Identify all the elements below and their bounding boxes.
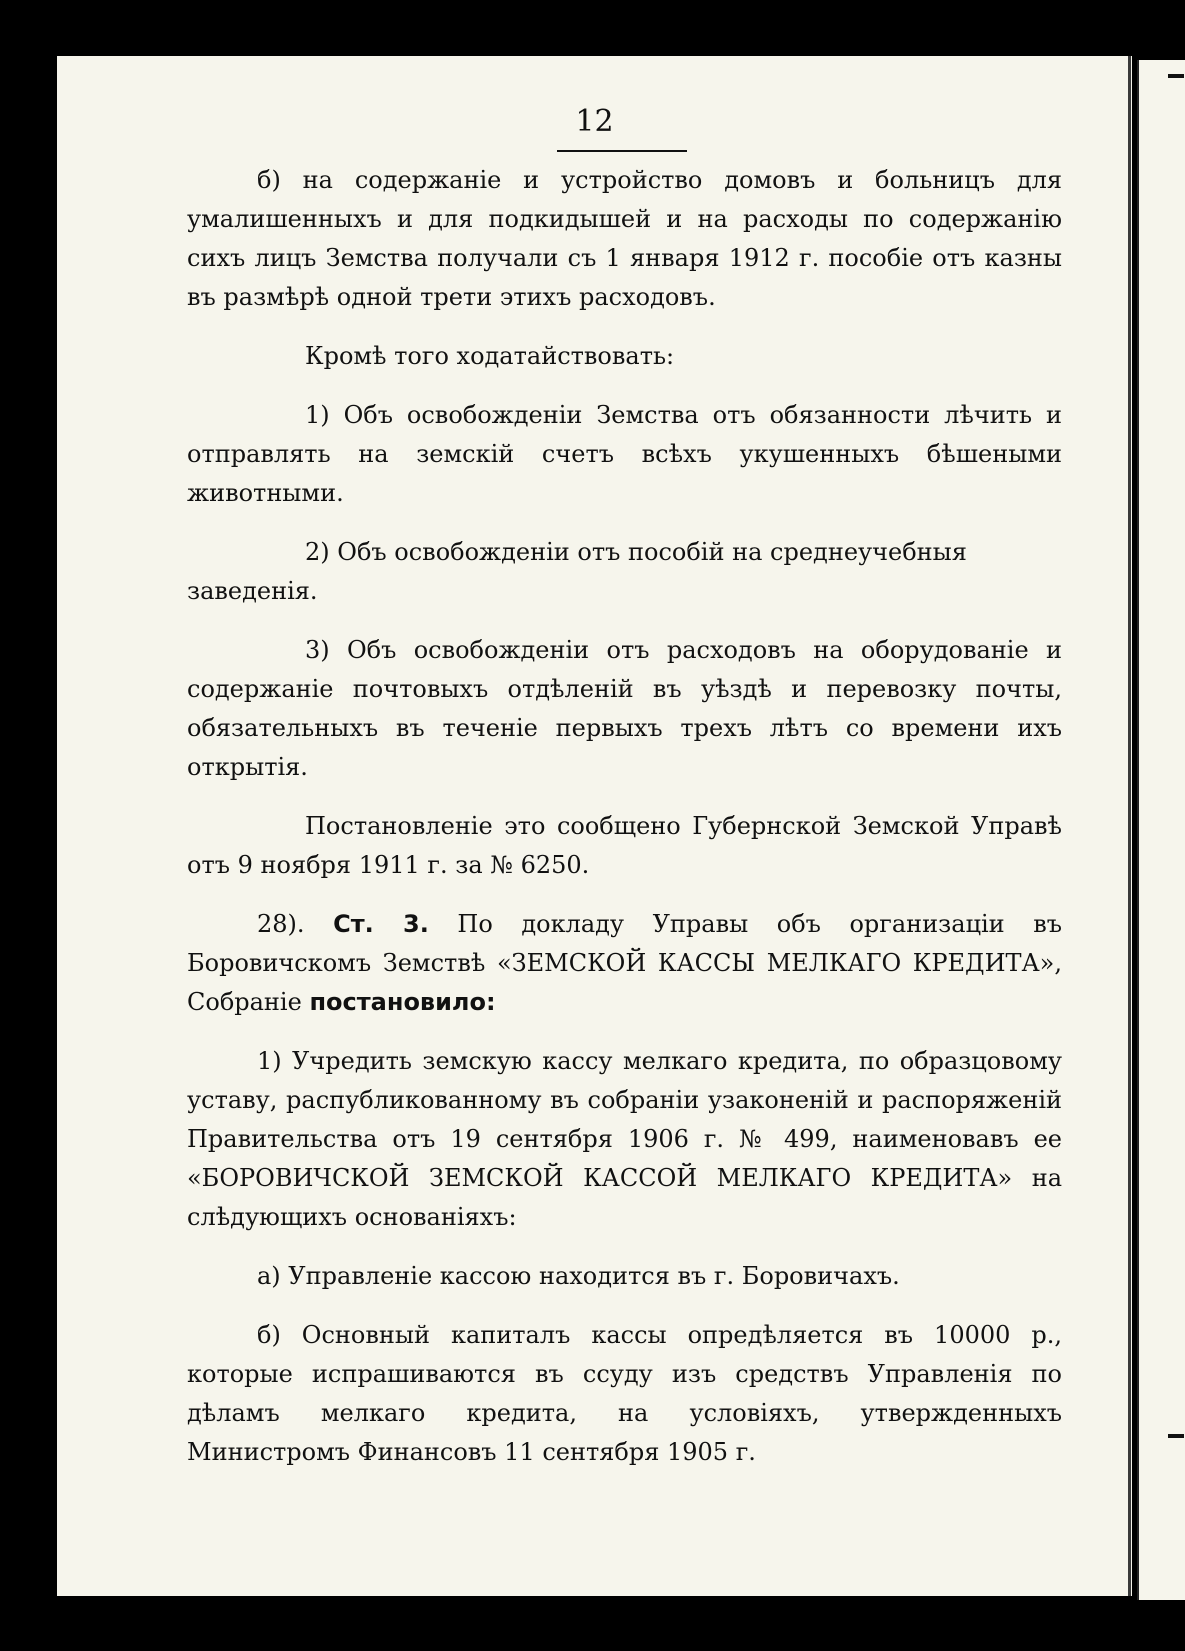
paragraph-item-b-capital: б) Основный капиталъ кассы опредѣляется въ 10000 р., которые испрашиваются въ ссуду изъ средствъ Управленія по дѣламъ мелкаго кредита, на условіяхъ, утвержденныхъ Министромъ Финансовъ 11 сентября 1905 г. <box>187 1321 1062 1466</box>
page-fold <box>1128 56 1131 1596</box>
article-decided: постановило: <box>309 988 496 1016</box>
paragraph-item-3: 3) Объ освобожденіи отъ расходовъ на оборудованіе и содержаніе почтовыхъ отдѣленій въ уѣздѣ и перевозку почты, обязательныхъ въ теченіе первыхъ трехъ лѣтъ со времени ихъ открытія. <box>187 636 1062 781</box>
paragraph-establish-fund: 1) Учредить земскую кассу мелкаго кредита, по образцовому уставу, распубликованному въ собраніи узаконеній и распоряженій Правительства отъ 19 сентября 1906 г. № 499, наименовавъ ее «БОРОВИЧСКОЙ ЗЕМСКОЙ КАССОЙ МЕЛКАГО КРЕДИТА» на слѣдующихъ основаніяхъ: <box>187 1047 1062 1231</box>
article-body: По докладу Управы объ организаціи въ Боровичскомъ Земствѣ «ЗЕМСКОЙ КАССЫ МЕЛКАГО КРЕДИТА», Собраніе <box>187 910 1063 1016</box>
page-number: 12 <box>575 104 614 139</box>
paragraph-resolution-sent: Постановленіе это сообщено Губернской Земской Управѣ отъ 9 ноября 1911 г. за № 6250. <box>187 812 1062 879</box>
paragraph-b-hospitals: б) на содержаніе и устройство домовъ и больницъ для умалишенныхъ и для подкидышей и на расходы по содержанію сихъ лицъ Земства получали съ 1 января 1912 г. пособіе отъ казны въ размѣрѣ одной трети этихъ расходовъ. <box>187 166 1062 311</box>
document-page <box>57 56 1132 1596</box>
next-page-edge <box>1137 60 1185 1600</box>
edge-mark <box>1168 1434 1184 1438</box>
body-text <box>187 161 1062 1472</box>
page-number-rule <box>557 150 687 152</box>
paragraph-moreover: Кромѣ того ходатайствовать: <box>305 342 675 370</box>
paragraph-item-a: а) Управленіе кассою находится въ г. Боровичахъ. <box>257 1262 900 1290</box>
paragraph-item-1: 1) Объ освобожденіи Земства отъ обязанности лѣчить и отправлять на земскій счетъ всѣхъ укушенныхъ бѣшеными животными. <box>187 401 1062 507</box>
paragraph-item-2: 2) Объ освобожденіи отъ пособій на среднеучебныя заведенія. <box>187 538 967 605</box>
edge-mark <box>1168 74 1184 78</box>
paragraph-article-28 <box>187 905 1062 1022</box>
article-number: 28). <box>257 910 305 938</box>
article-heading: Ст. 3. <box>333 910 429 938</box>
